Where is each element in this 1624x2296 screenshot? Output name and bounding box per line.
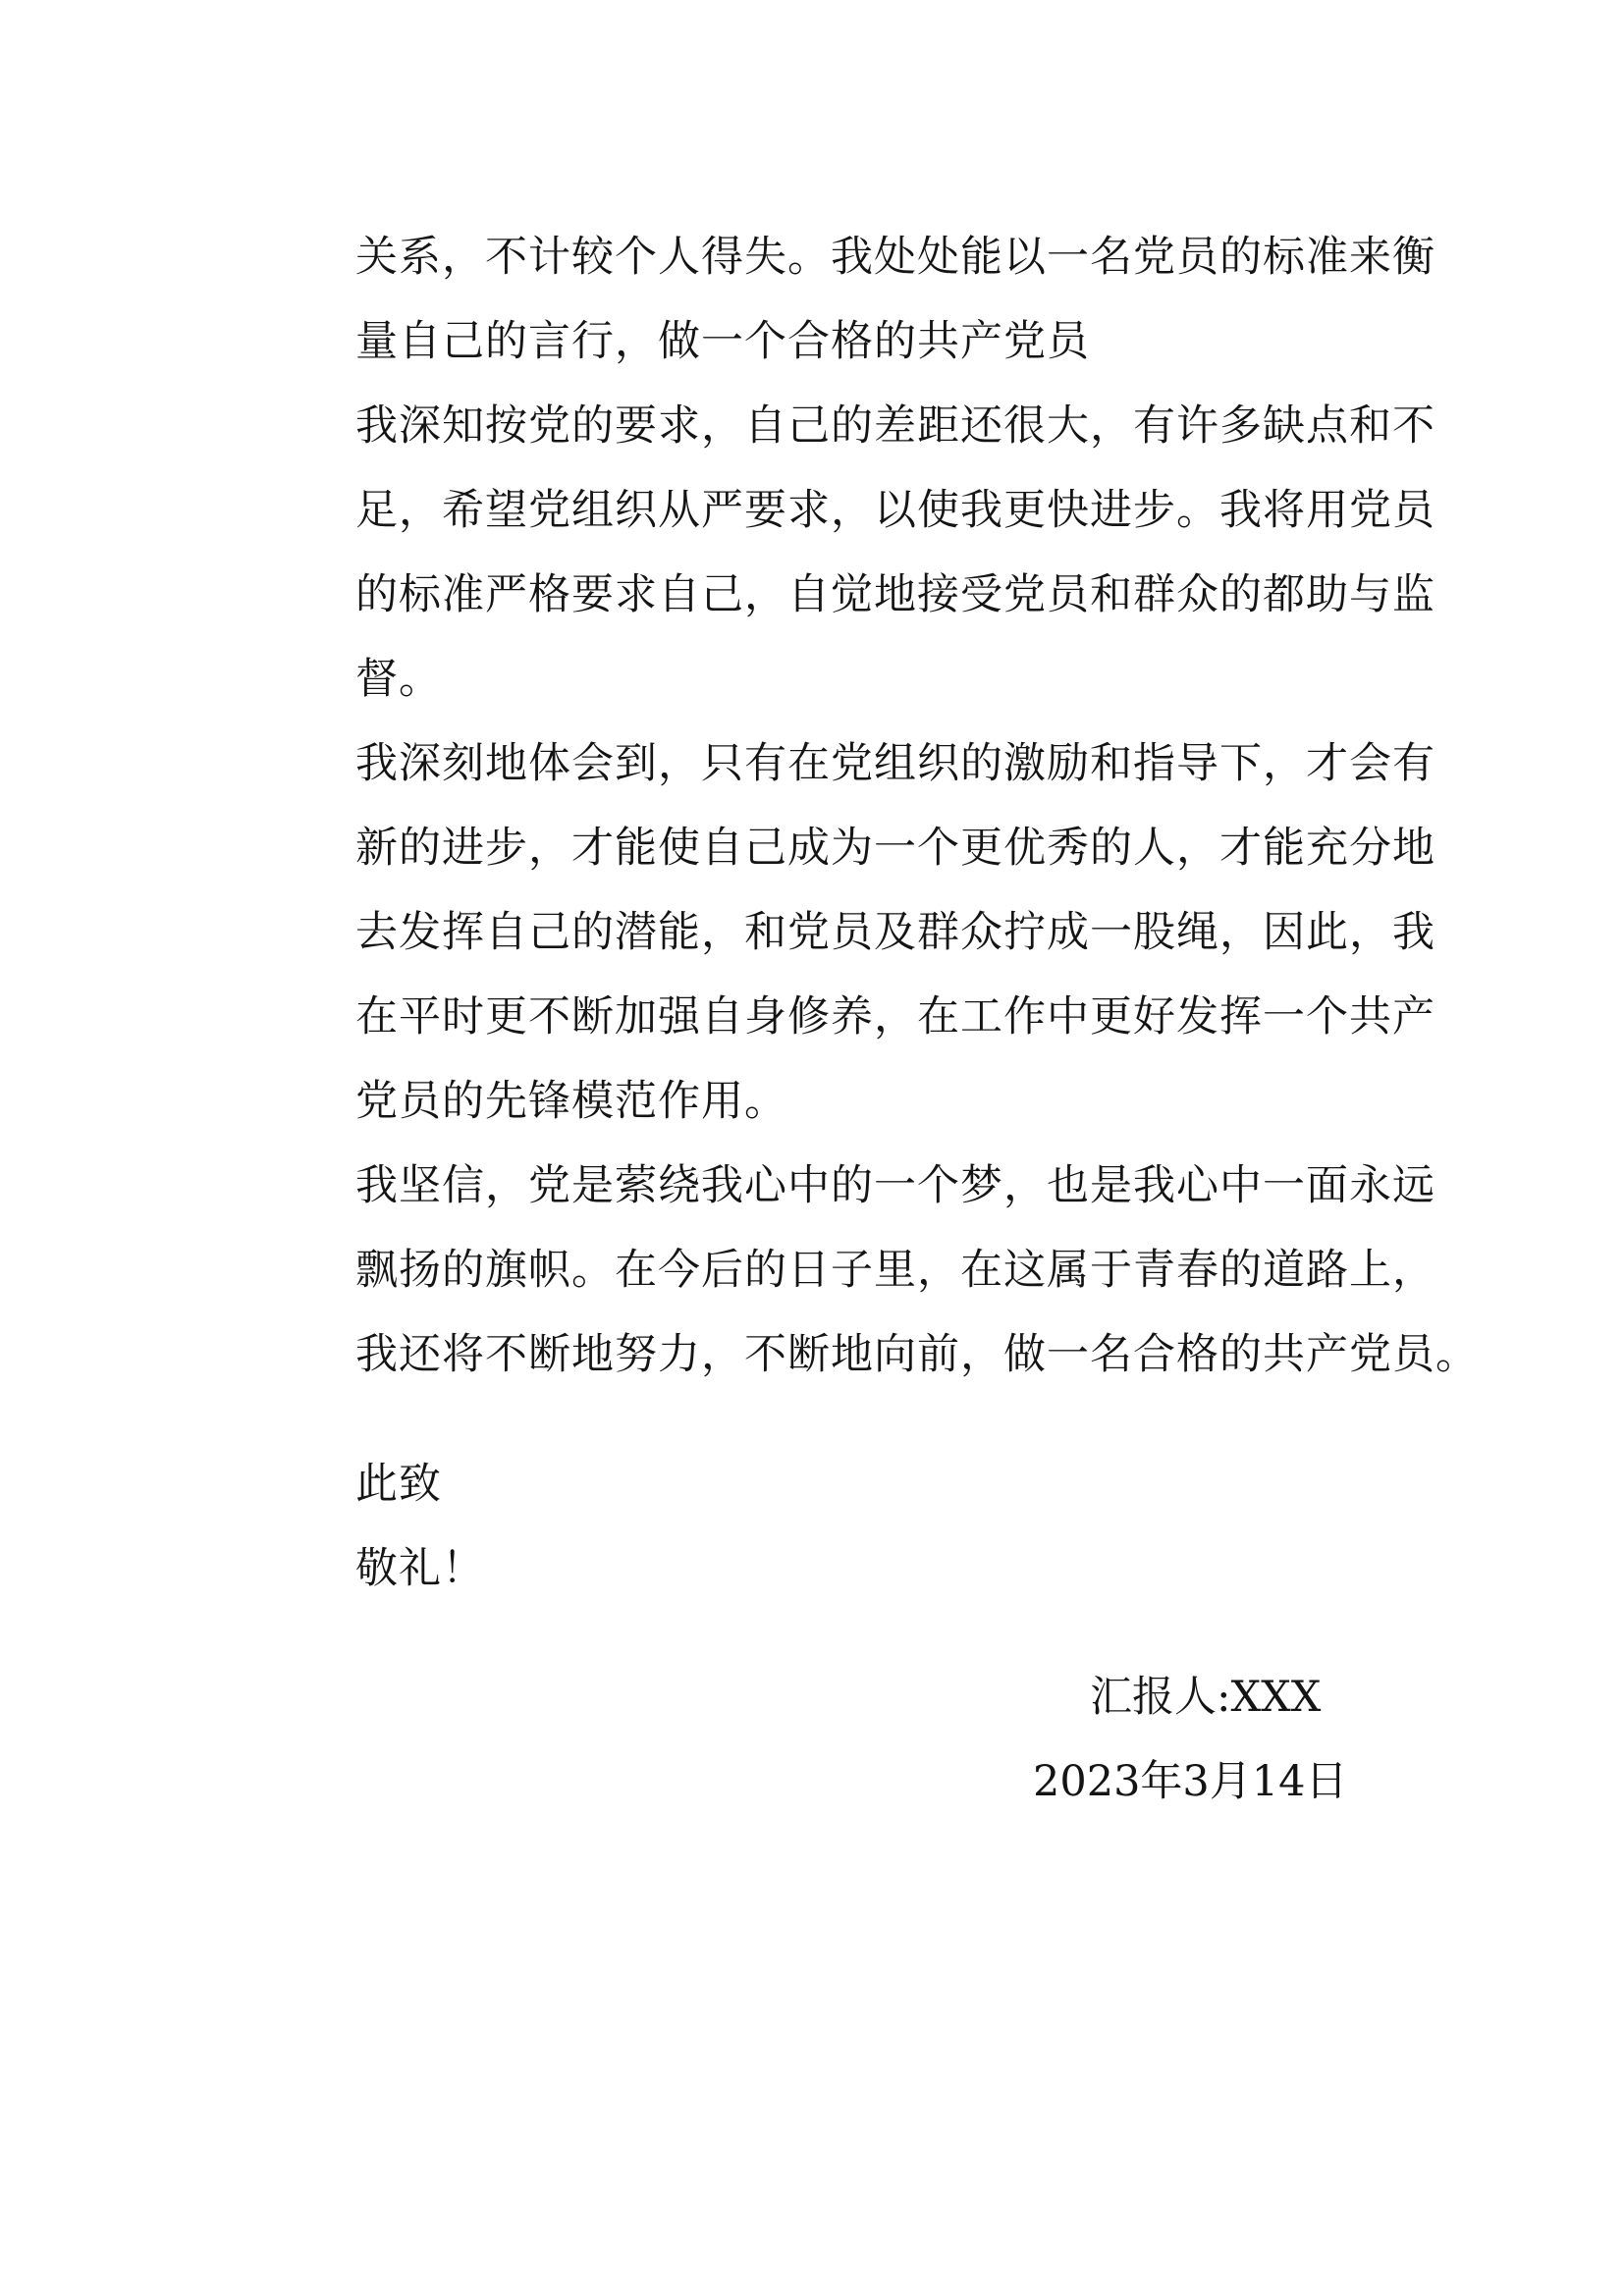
body-line-10: 在平时更不断加强自身修养，在工作中更好发挥一个共产 [355, 992, 1435, 1041]
body-line-5: 的标准严格要求自己，自觉地接受党员和群众的都助与监 [355, 570, 1435, 619]
body-line-1: 关系，不计较个人得失。我处处能以一名党员的标准来衡 [355, 233, 1435, 282]
body-line-4: 足，希望党组织从严要求，以使我更快进步。我将用党员 [355, 486, 1435, 535]
body-line-11: 党员的先锋模范作用。 [355, 1077, 787, 1126]
body-line-7: 我深刻地体会到，只有在党组织的激励和指导下，才会有 [355, 739, 1435, 788]
body-line-9: 去发挥自己的潜能，和党员及群众拧成一股绳，因此，我 [355, 908, 1435, 957]
body-line-3: 我深知按党的要求，自己的差距还很大，有许多缺点和不 [355, 401, 1435, 451]
body-line-8: 新的进步，才能使自己成为一个更优秀的人，才能充分地 [355, 824, 1435, 873]
reporter-signature: 汇报人:XXX [1090, 1673, 1322, 1722]
closing-regards: 敬礼！ [355, 1544, 485, 1593]
body-line-14: 我还将不断地努力，不断地向前，做一名合格的共产党员。 [355, 1330, 1479, 1379]
body-line-12: 我坚信，党是萦绕我心中的一个梦，也是我心中一面永远 [355, 1161, 1435, 1210]
body-line-6: 督。 [355, 655, 442, 704]
report-date: 2023年3月14日 [1033, 1757, 1348, 1806]
body-line-13: 飘扬的旗帜。在今后的日子里，在这属于青春的道路上， [355, 1246, 1435, 1295]
closing-salutation: 此致 [355, 1460, 442, 1509]
body-line-2: 量自己的言行，做一个合格的共产党员 [355, 317, 1090, 366]
